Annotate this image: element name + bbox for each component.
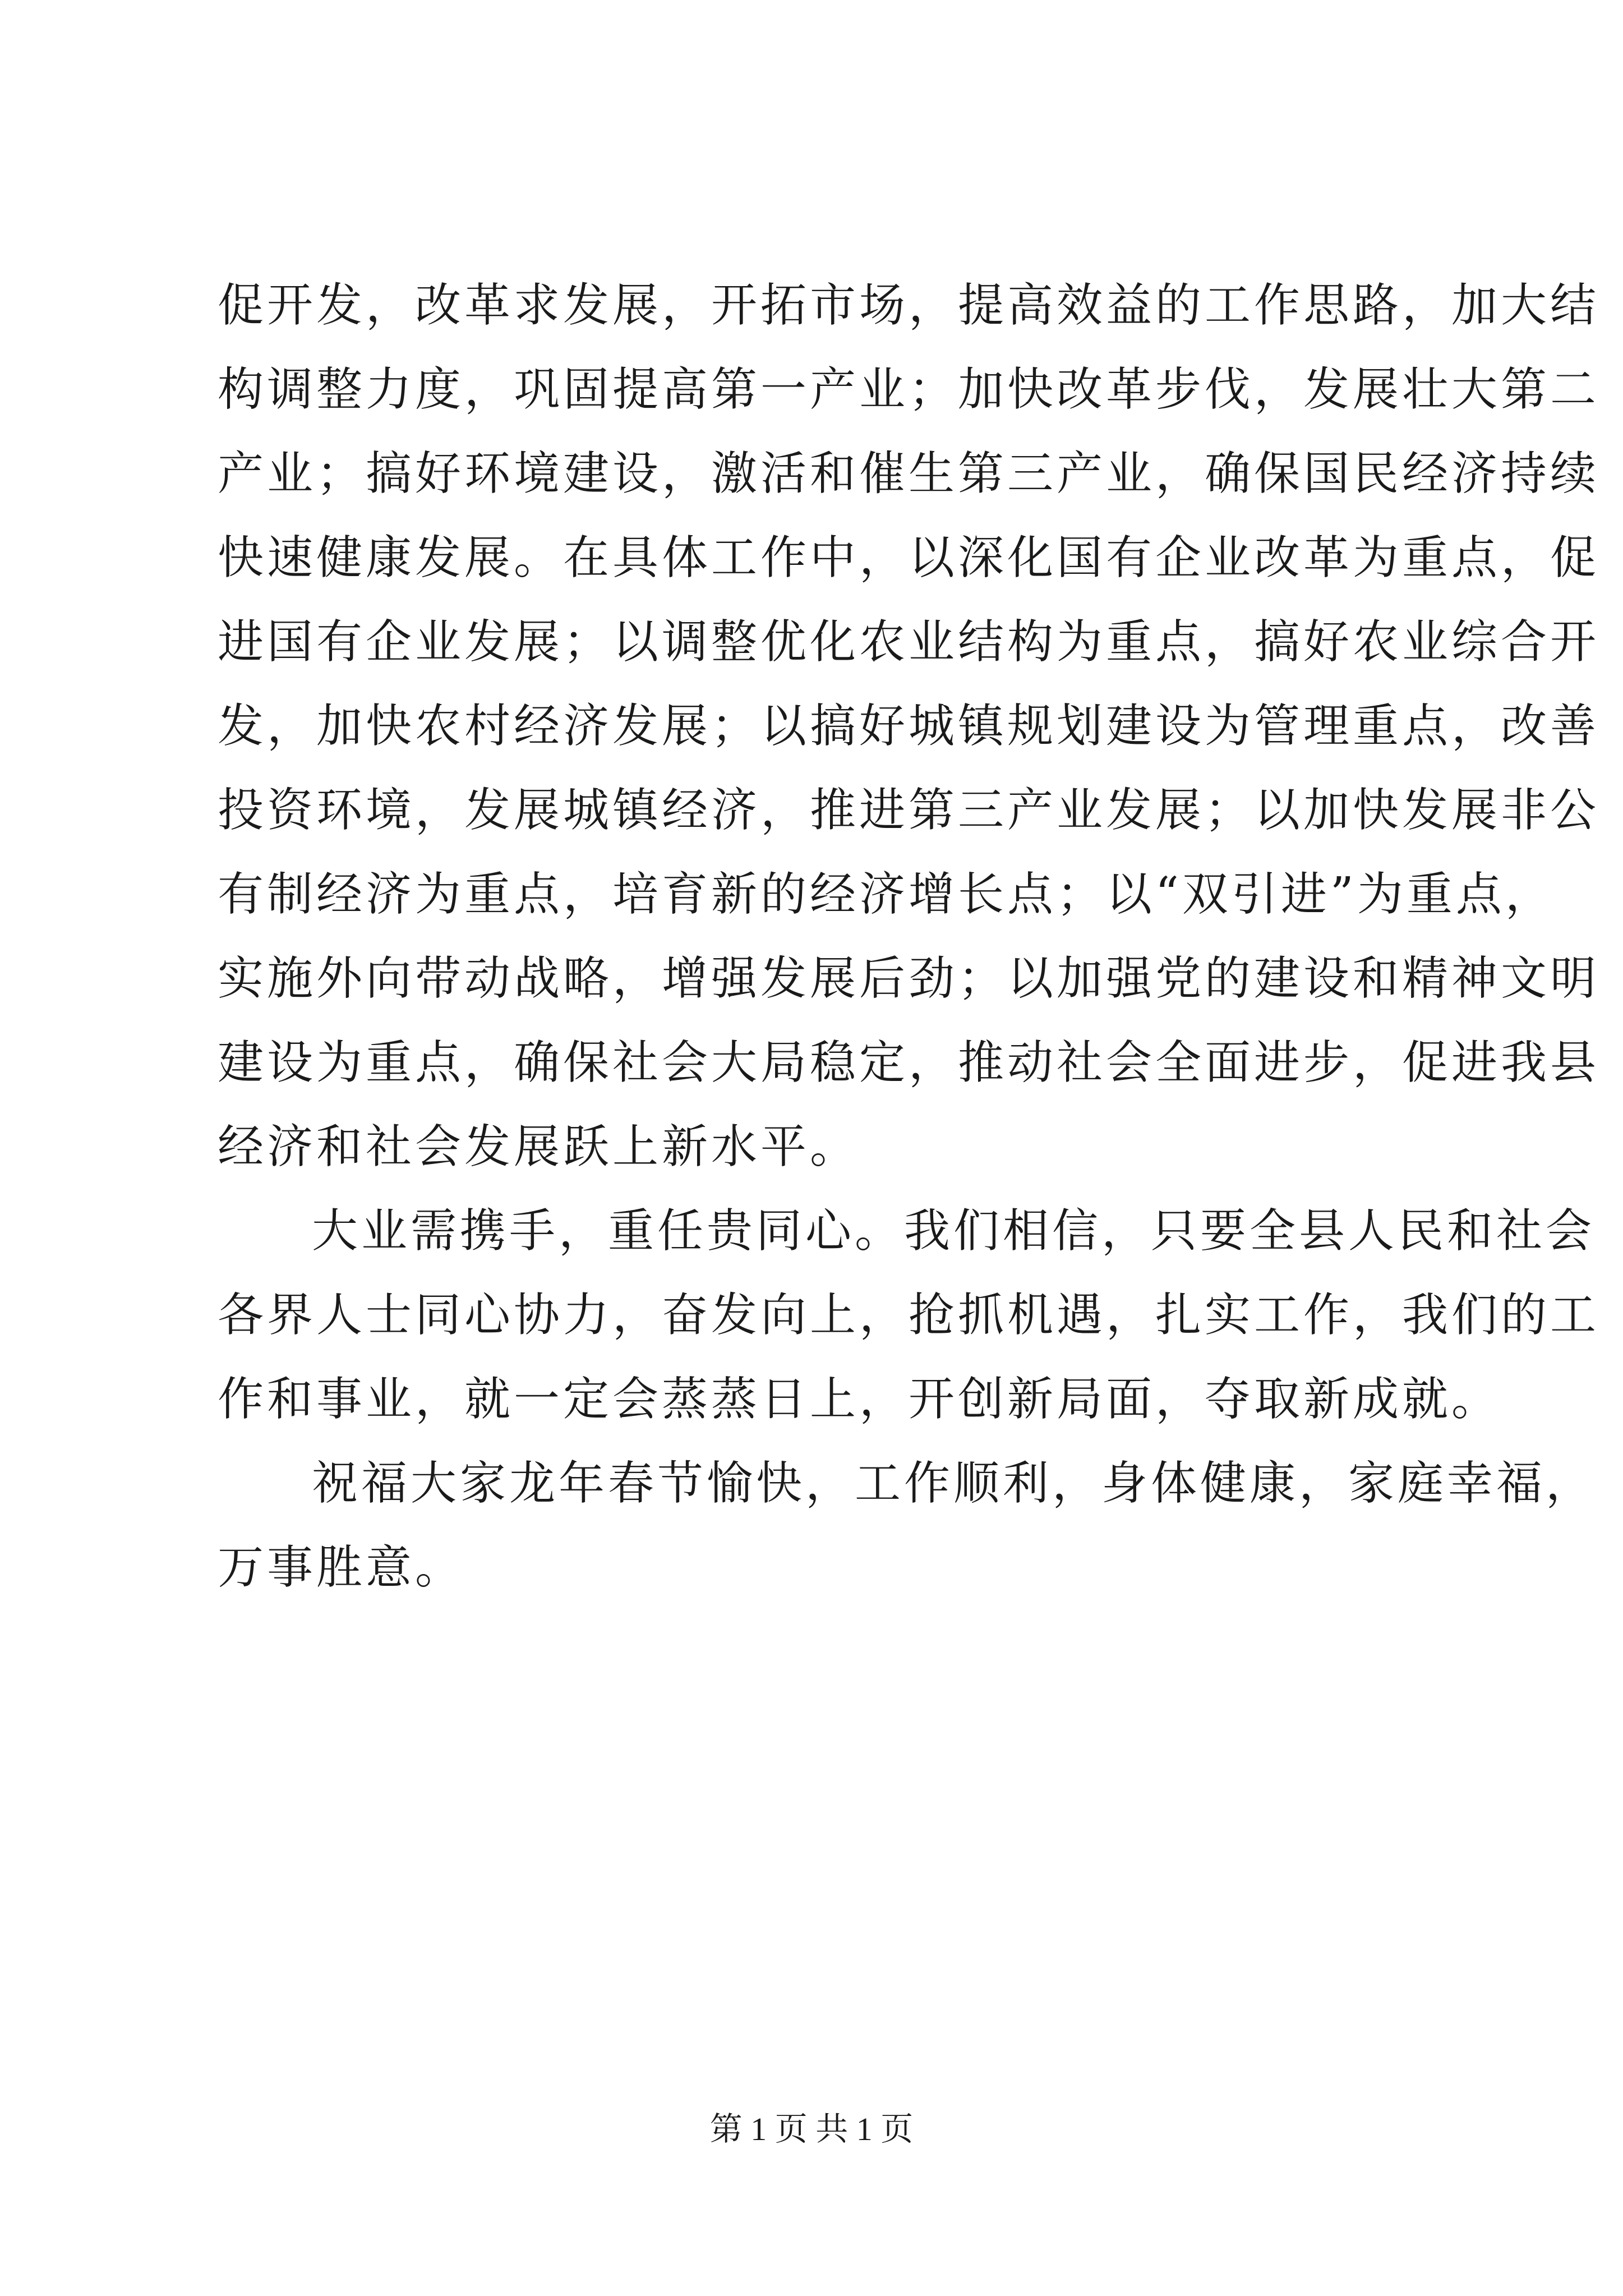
text-line: 促开发，改革求发展，开拓市场，提高效益的工作思路，加大结 [218, 279, 1600, 332]
page-footer [0, 2107, 1623, 2152]
text-line: 投资环境，发展城镇经济，推进第三产业发展；以加快发展非公 [218, 784, 1600, 837]
text-line: 实施外向带动战略，增强发展后劲；以加强党的建设和精神文明 [218, 952, 1600, 1005]
text-line: 各界人士同心协力，奋发向上，抢抓机遇，扎实工作，我们的工 [218, 1289, 1600, 1342]
text-line: 发，加快农村经济发展；以搞好城镇规划建设为管理重点，改善 [218, 700, 1600, 753]
page-number-label: 第 1 页 共 1 页 [709, 2111, 914, 2147]
paragraph-first-line: 祝福大家龙年春节愉快，工作顺利，身体健康，家庭幸福， [312, 1457, 1596, 1510]
text-line: 快速健康发展。在具体工作中，以深化国有企业改革为重点，促 [218, 531, 1600, 585]
text-line: 产业；搞好环境建设，激活和催生第三产业，确保国民经济持续 [218, 447, 1600, 500]
paragraph-first-line: 大业需携手，重任贵同心。我们相信，只要全县人民和社会 [312, 1204, 1596, 1258]
text-line: 进国有企业发展；以调整优化农业结构为重点，搞好农业综合开 [218, 615, 1600, 669]
text-line: 万事胜意。 [218, 1541, 465, 1594]
text-line: 建设为重点，确保社会大局稳定，推动社会全面进步，促进我县 [218, 1036, 1600, 1089]
text-line: 作和事业，就一定会蒸蒸日上，开创新局面，夺取新成就。 [218, 1373, 1501, 1426]
text-line: 有制经济为重点，培育新的经济增长点；以“双引进”为重点， [218, 868, 1555, 921]
document-body [218, 264, 1600, 1610]
text-line: 构调整力度，巩固提高第一产业；加快改革步伐，发展壮大第二 [218, 363, 1600, 416]
text-line: 经济和社会发展跃上新水平。 [218, 1120, 860, 1174]
